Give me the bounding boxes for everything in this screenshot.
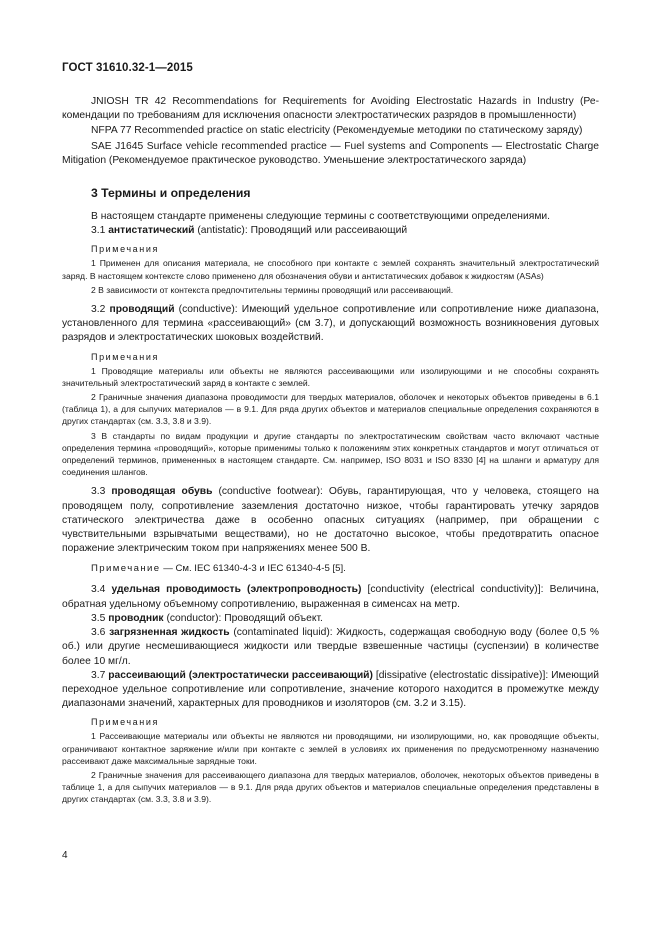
term-name: удельная проводимость (электропроводность) xyxy=(111,584,362,596)
term-definition: (conductor): Проводящий объект. xyxy=(163,612,323,624)
term-3-7 xyxy=(62,669,599,712)
term-number: 3.6 xyxy=(91,627,106,639)
term-3-6 xyxy=(62,626,599,669)
term-definition: (conductive): Имеющий удельное сопротивление или сопротивление ниже диапазона, установленного для термина «рассеивающий» (см 3.7), и допускающий возможность возникновения дуговых разрядов и электростатических шоковых воздействий. xyxy=(62,304,599,344)
term-name: проводящий xyxy=(109,304,175,316)
section-intro: В настоящем стандарте применены следующие термины с соответствующими определениями. xyxy=(91,211,551,223)
note-3-2-1: 1 Проводящие материалы или объекты не являются рассеивающими или изолирующими и не способны сохранять значительный электростатический заряд в контакте с землей. xyxy=(62,365,599,388)
term-3-4 xyxy=(62,583,599,611)
term-3-1 xyxy=(62,224,599,238)
reference-sae: SAE J1645 Surface vehicle recommended practice — Fuel systems and Components — Electrostatic Charge Mitigation (Рекомендуемое практическое руководство. Уменьшение электростатического заряда) xyxy=(62,140,599,166)
term-name: проводящая обувь xyxy=(111,486,213,498)
note-label: Примечание xyxy=(91,563,161,575)
term-definition: [conductivity (electrical conductivity)]: Величина, обратная удельному объемному сопротивлению, выраженная в сименсах на метр. xyxy=(62,584,599,610)
notes-label: Примечания xyxy=(91,351,159,362)
reference-jniosh: JNIOSH TR 42 Recommendations for Requirements for Avoiding Electrostatic Hazards in Industry (Рекомендации по требованиям для исключения опасности электростатических разрядов в промышленности) xyxy=(62,96,599,122)
term-number: 3.7 xyxy=(91,669,106,681)
section-title: 3 Термины и определения xyxy=(91,186,251,201)
term-name: проводник xyxy=(108,612,164,624)
note-text: — См. IEC 61340-4-3 и IEC 61340-4-5 [5]. xyxy=(160,563,346,575)
term-3-3 xyxy=(62,485,599,556)
note-3-7-2: 2 Граничные значения для рассеивающего диапазона для твердых материалов, оболочек, некоторых объектов приведены в таблице 1, а для сыпучих материалов — в 9.1. Для ряда других объектов и материалов специальные определения представлены в других стандартах (см. 3.3, 3.8 и 3.9). xyxy=(62,769,599,805)
term-name: антистатический xyxy=(108,225,195,237)
document-header: ГОСТ 31610.32-1—2015 xyxy=(62,62,193,74)
term-number: 3.4 xyxy=(91,584,106,596)
term-number: 3.1 xyxy=(91,225,106,237)
notes-label: Примечания xyxy=(91,244,159,255)
term-definition: (conductive footwear): Обувь, гарантирующая, что у человека, стоящего на проводящем полу, сопротивление заземления достаточно низкое, чтобы гарантировать утечку зарядов статического электричества даже в особенно опасных ситуациях (например, при обращении с чувствительными взрывчатыми веществами), но не достаточно высокое, чтобы предотвратить опасное поражение электрическим током при напряжениях менее 500 В. xyxy=(62,486,599,555)
note-3-2-2: 2 Граничные значения диапазона проводимости для твердых материалов, оболочек и некоторых объектов приведены в 6.1 (таблица 1), а для сыпучих материалов — в 9.1. Для ряда других объектов и материалов специальные определения сохраняются в других стандартах (см. 3.3, 3.8 и 3.9). xyxy=(62,392,599,427)
term-3-2 xyxy=(62,303,599,346)
term-number: 3.5 xyxy=(91,612,106,624)
note-3-7-1: 1 Рассеивающие материалы или объекты не являются ни проводящими, ни изолирующими, но, как проводящие объекты, ограничивают контактное заряжение и/или при контакте с землей в условиях их применения по предусмотренному назначению рассеивают даже максимальные зарядные токи. xyxy=(62,731,599,766)
term-number: 3.3 xyxy=(91,486,106,498)
page-number: 4 xyxy=(62,850,68,861)
term-definition: (antistatic): Проводящий или рассеивающий xyxy=(194,225,408,237)
term-3-5 xyxy=(62,612,599,626)
note-3-1-2: 2 В зависимости от контекста предпочтительны термины проводящий или рассеивающий. xyxy=(91,284,454,295)
term-name: рассеивающий (электростатически рассеивающий) xyxy=(108,669,373,681)
document-body xyxy=(62,95,599,806)
note-3-2-3: 3 В стандарты по видам продукции и другие стандарты по электростатическим свойствам часто включают частные определения термина «проводящий», которые применимы только к положениям этих конкретных стандартов и могут отличаться от определений терминов, примененных в настоящем стандарте. См. например, ISO 8031 и ISO 8330 [4] на шланги и арматуру для соединения шлангов. xyxy=(62,430,599,478)
term-definition: [dissipative (electrostatic dissipative)]: Имеющий переходное удельное сопротивление или сопротивление, значение которого находится в промежутке между диапазонами значений, характерных для проводников и изоляторов (см. 3.2 и 3.15). xyxy=(62,669,599,710)
term-definition: (contaminated liquid): Жидкость, содержащая свободную воду (более 0,5 % об.) или другие несмешивающиеся жидкости или твердые взвешенные частицы (суспензии) в количестве более 10 мг/л. xyxy=(62,627,599,667)
reference-nfpa: NFPA 77 Recommended practice on static electricity (Рекомендуемые методики по статическому заряду) xyxy=(91,125,583,137)
term-name: загрязненная жидкость xyxy=(109,627,230,639)
term-number: 3.2 xyxy=(91,304,106,316)
notes-label: Примечания xyxy=(91,717,159,728)
note-3-1-1: 1 Применен для описания материала, не способного при контакте с землей сохранять значительный электростатический заряд. В настоящем контексте слово применено для обозначения обуви и антистатических добавок к жидкостям (ASAs) xyxy=(62,258,599,281)
note-3-3 xyxy=(62,562,599,575)
